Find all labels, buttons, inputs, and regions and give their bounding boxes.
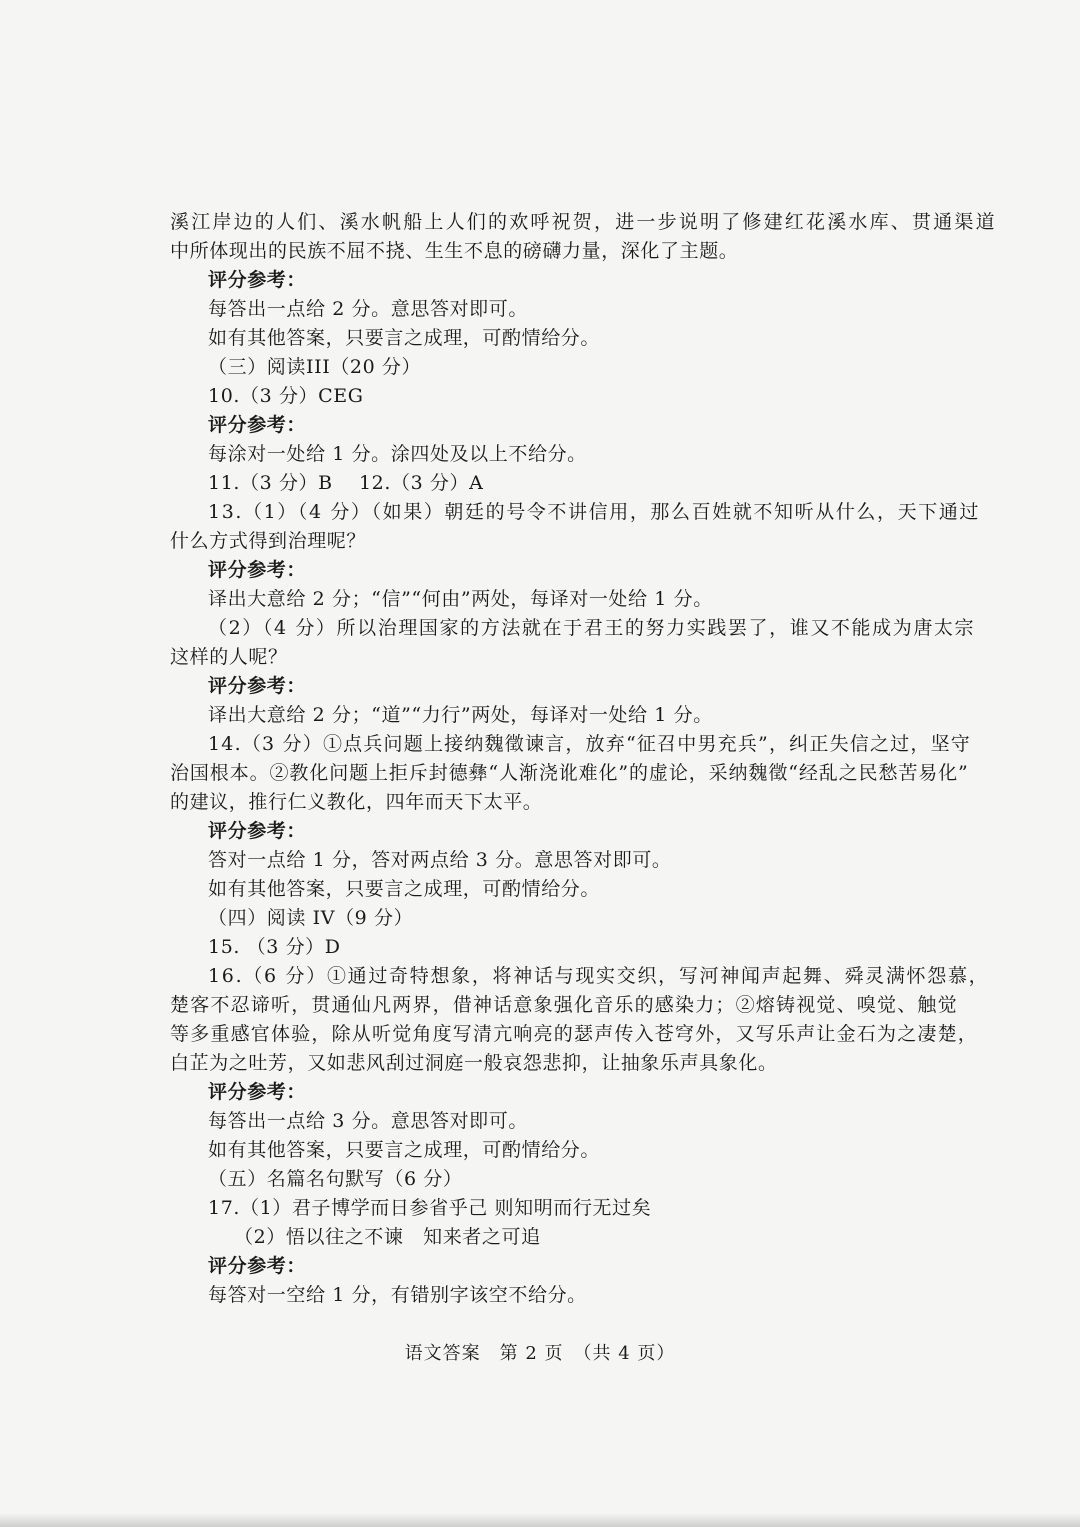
section-heading: （三）阅读III（20 分） bbox=[208, 356, 422, 378]
text-line: 的建议，推行仁义教化，四年而天下太平。 bbox=[170, 791, 543, 813]
answer-line: （2）悟以往之不谏 知来者之可追 bbox=[234, 1226, 541, 1248]
answer-line: 15. （3 分）D bbox=[208, 936, 341, 958]
answer-line: 10.（3 分）CEG bbox=[208, 385, 364, 407]
text-line: 每涂对一处给 1 分。涂四处及以上不给分。 bbox=[208, 443, 587, 465]
scoring-heading: 评分参考： bbox=[208, 1081, 307, 1103]
text-line: 每答出一点给 3 分。意思答对即可。 bbox=[208, 1110, 528, 1132]
page-footer: 语文答案 第 2 页 （共 4 页） bbox=[404, 1343, 676, 1364]
text-line: 这样的人呢？ bbox=[170, 646, 288, 668]
text-line: 中所体现出的民族不屈不挠、生生不息的磅礴力量，深化了主题。 bbox=[170, 240, 739, 262]
text-line: 治国根本。②教化问题上拒斥封德彝“人渐浇讹难化”的虚论，采纳魏徵“经乱之民愁苦易化” bbox=[170, 762, 969, 784]
scoring-heading: 评分参考： bbox=[208, 269, 307, 291]
text-line: 如有其他答案，只要言之成理，可酌情给分。 bbox=[208, 1139, 601, 1161]
answer-line: 13.（1）（4 分）（如果）朝廷的号令不讲信用，那么百姓就不知听从什么，天下通过 bbox=[208, 501, 981, 523]
text-line: 如有其他答案，只要言之成理，可酌情给分。 bbox=[208, 327, 601, 349]
answer-line: 11.（3 分）B 12.（3 分）A bbox=[208, 472, 484, 494]
text-line: 白芷为之吐芳，又如悲风刮过洞庭一般哀怨悲抑，让抽象乐声具象化。 bbox=[170, 1052, 778, 1074]
scoring-heading: 评分参考： bbox=[208, 414, 307, 436]
text-line: 译出大意给 2 分；“信”“何由”两处，每译对一处给 1 分。 bbox=[208, 588, 713, 610]
answer-line: （2）（4 分）所以治理国家的方法就在于君王的努力实践罢了，谁又不能成为唐太宗 bbox=[208, 617, 976, 639]
text-line: 译出大意给 2 分；“道”“力行”两处，每译对一处给 1 分。 bbox=[208, 704, 713, 726]
text-line: 每答对一空给 1 分，有错别字该空不给分。 bbox=[208, 1284, 587, 1306]
scan-edge-shadow bbox=[0, 1513, 1080, 1527]
text-line: 每答出一点给 2 分。意思答对即可。 bbox=[208, 298, 528, 320]
section-heading: （五）名篇名句默写（6 分） bbox=[208, 1168, 463, 1190]
scoring-heading: 评分参考： bbox=[208, 559, 307, 581]
answer-line: 16.（6 分）①通过奇特想象，将神话与现实交织，写河神闻声起舞、舜灵满怀怨慕， bbox=[208, 965, 990, 987]
answer-line: 14.（3 分）①点兵问题上接纳魏徵谏言，放弃“征召中男充兵”，纠正失信之过，坚守 bbox=[208, 733, 971, 755]
text-line: 什么方式得到治理呢？ bbox=[170, 530, 367, 552]
text-line: 如有其他答案，只要言之成理，可酌情给分。 bbox=[208, 878, 601, 900]
text-line: 楚客不忍谛听，贯通仙凡两界，借神话意象强化音乐的感染力；②熔铸视觉、嗅觉、触觉 bbox=[170, 994, 958, 1016]
scoring-heading: 评分参考： bbox=[208, 1255, 307, 1277]
text-line: 答对一点给 1 分，答对两点给 3 分。意思答对即可。 bbox=[208, 849, 672, 871]
scoring-heading: 评分参考： bbox=[208, 675, 307, 697]
section-heading: （四）阅读 IV（9 分） bbox=[208, 907, 414, 929]
text-line: 溪江岸边的人们、溪水帆船上人们的欢呼祝贺，进一步说明了修建红花溪水库、贯通渠道 bbox=[170, 211, 997, 233]
scoring-heading: 评分参考： bbox=[208, 820, 307, 842]
text-line: 等多重感官体验，除从听觉角度写清亢响亮的瑟声传入苍穹外，又写乐声让金石为之凄楚， bbox=[170, 1023, 979, 1045]
answer-line: 17.（1）君子博学而日参省乎己 则知明而行无过矣 bbox=[208, 1197, 652, 1219]
